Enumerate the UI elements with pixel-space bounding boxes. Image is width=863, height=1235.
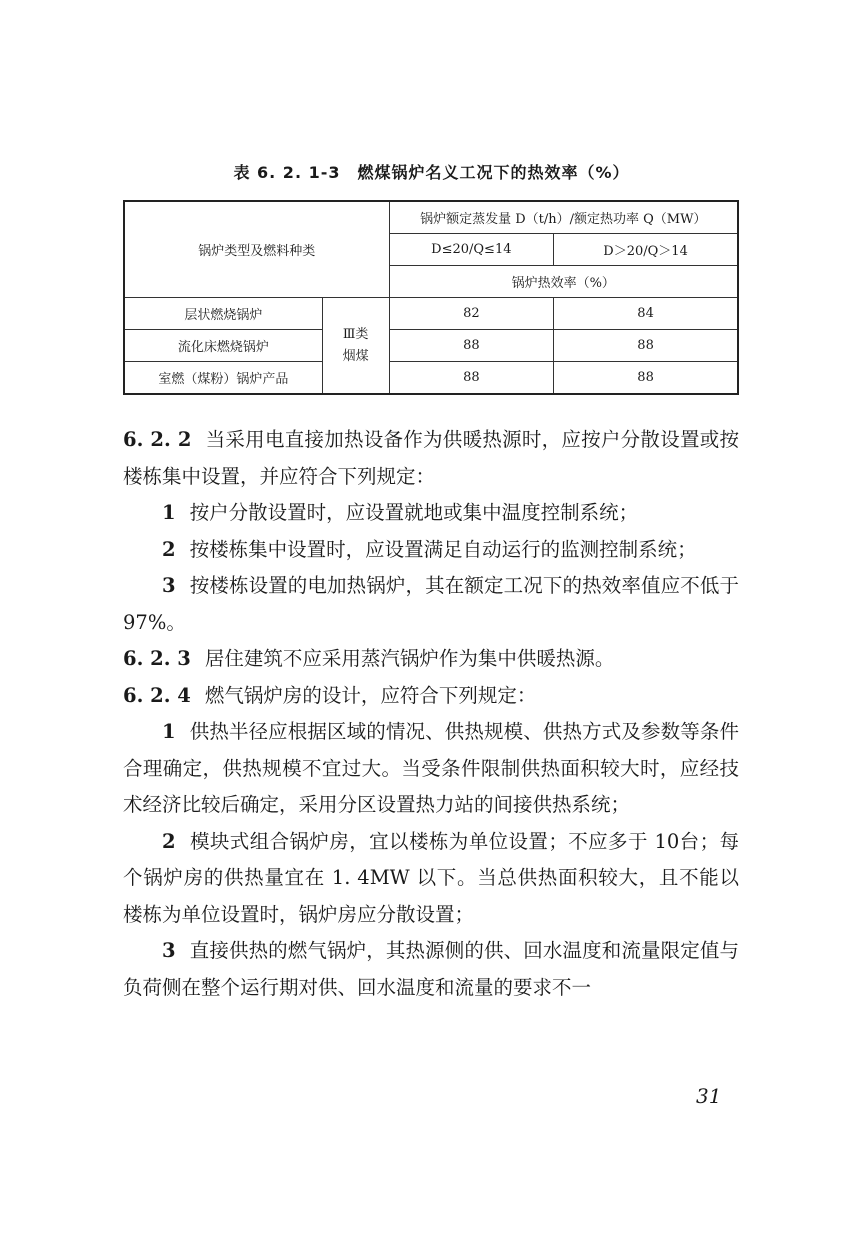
- efficiency-table: [123, 200, 739, 395]
- item-number: 3: [162, 939, 176, 962]
- clause-6-2-2-item-1: [123, 495, 739, 532]
- item-text: 按楼栋设置的电加热锅炉，其在额定工况下的热效率值应不低于 97%。: [123, 574, 739, 634]
- clause-6-2-4-item-3: [123, 933, 739, 1006]
- row-boiler-type: 层状燃烧锅炉: [124, 298, 322, 330]
- clause-number: 6. 2. 4: [123, 683, 191, 707]
- item-number: 3: [162, 574, 176, 597]
- clause-text: 居住建筑不应采用蒸汽锅炉作为集中供暖热源。: [204, 647, 615, 670]
- item-number: 1: [162, 501, 176, 524]
- clause-number: 6. 2. 2: [123, 428, 192, 451]
- clause-text: 燃气锅炉房的设计，应符合下列规定：: [204, 683, 537, 707]
- clause-number: 6. 2. 3: [123, 647, 191, 670]
- body-text: [123, 422, 739, 1006]
- item-number: 2: [162, 537, 176, 561]
- item-text: 模块式组合锅炉房，宜以楼栋为单位设置；不应多于 10台；每个锅炉房的供热量宜在 1. 4MW 以下。当总供热面积较大，且不能以楼栋为单位设置时，锅炉房应分散设置；: [123, 829, 739, 926]
- header-efficiency: 锅炉热效率（%）: [389, 266, 738, 298]
- header-capacity-group: 锅炉额定蒸发量 D（t/h）/额定热功率 Q（MW）: [389, 201, 738, 234]
- clause-6-2-4-item-1: [123, 714, 739, 824]
- row-value-large: 88: [554, 330, 738, 362]
- clause-6-2-2-item-3: [123, 568, 739, 641]
- row-boiler-type: 室燃（煤粉）锅炉产品: [124, 362, 322, 395]
- item-text: 供热半径应根据区域的情况、供热规模、供热方式及参数等条件合理确定，供热规模不宜过大。当受条件限制供热面积较大时，应经技术经济比较后确定，采用分区设置热力站的间接供热系统；: [123, 720, 739, 816]
- header-col-small: D≤20/Q≤14: [389, 234, 554, 266]
- row-value-small: 88: [389, 330, 554, 362]
- item-text: 按户分散设置时，应设置就地或集中温度控制系统；: [189, 501, 639, 524]
- item-text: 按楼栋集中设置时，应设置满足自动运行的监测控制系统；: [189, 537, 697, 561]
- clause-6-2-4: [123, 678, 739, 715]
- clause-6-2-2-item-2: [123, 532, 739, 569]
- table-caption: 表 6. 2. 1-3 燃煤锅炉名义工况下的热效率（%）: [233, 163, 630, 182]
- table-row: [124, 330, 738, 362]
- clause-6-2-2: [123, 422, 739, 495]
- clause-text: 当采用电直接加热设备作为供暖热源时，应按户分散设置或按楼栋集中设置，并应符合下列规定：: [123, 428, 739, 488]
- header-boiler-type: 锅炉类型及燃料种类: [124, 201, 389, 298]
- item-number: 2: [162, 829, 176, 853]
- page-number: 31: [696, 1084, 722, 1108]
- table-row: [124, 362, 738, 395]
- row-boiler-type: 流化床燃烧锅炉: [124, 330, 322, 362]
- item-number: 1: [162, 720, 176, 743]
- fuel-type-cell: Ⅲ类 烟煤: [322, 298, 389, 395]
- row-value-small: 88: [389, 362, 554, 395]
- clause-6-2-4-item-2: [123, 824, 739, 934]
- row-value-large: 84: [554, 298, 738, 330]
- clause-6-2-3: [123, 641, 739, 678]
- row-value-large: 88: [554, 362, 738, 395]
- header-col-large: D＞20/Q＞14: [554, 234, 738, 266]
- item-text: 直接供热的燃气锅炉，其热源侧的供、回水温度和流量限定值与负荷侧在整个运行期对供、回水温度和流量的要求不一: [123, 939, 739, 999]
- table-row: [124, 298, 738, 330]
- row-value-small: 82: [389, 298, 554, 330]
